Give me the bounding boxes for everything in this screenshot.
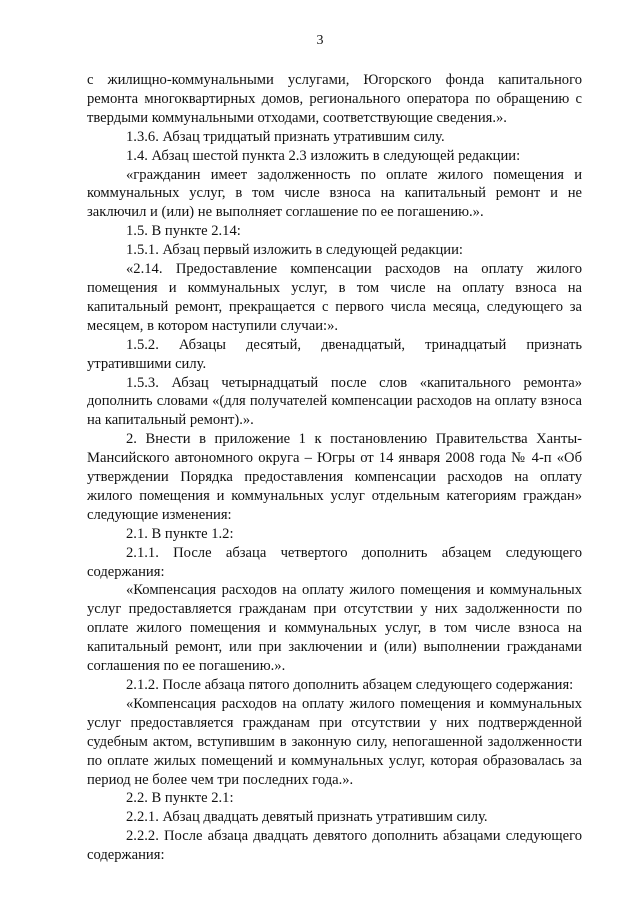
paragraph: 2.2. В пункте 2.1: xyxy=(126,790,234,807)
page-number: 3 xyxy=(316,33,324,48)
document-body xyxy=(87,71,582,865)
paragraph: 1.5.2. Абзацы десятый, двенадцатый, тринадцатый признать утратившими силу. xyxy=(87,336,582,372)
paragraph: «2.14. Предоставление компенсации расходов на оплату жилого помещения и коммунальных услуг, в том числе на оплату взноса на капитальный ремонт, прекращается с первого числа месяца, следующего за месяцем, в котором наступили случаи:». xyxy=(87,261,582,334)
paragraph: 2.1.1. После абзаца четвертого дополнить абзацем следующего содержания: xyxy=(87,544,582,580)
paragraph: 2.2.1. Абзац двадцать девятый признать утратившим силу. xyxy=(126,809,488,826)
paragraph: «гражданин имеет задолженность по оплате жилого помещения и коммунальных услуг, в том числе взноса на капитальный ремонт и не заключил и (или) не выполняет соглашение по ее погашению.». xyxy=(87,166,582,221)
paragraph: 2.1.2. После абзаца пятого дополнить абзацем следующего содержания: xyxy=(126,677,574,693)
paragraph: 1.4. Абзац шестой пункта 2.3 изложить в следующей редакции: xyxy=(126,147,521,164)
paragraph: 2. Внести в приложение 1 к постановлению Правительства Ханты-Мансийского автономного округа – Югры от 14 января 2008 года № 4-п «Об утверждении Порядка предоставления компенсации расходов на оплату жилого помещения и коммунальных услуг отдельным категориям граждан» следующие изменения: xyxy=(87,431,582,523)
paragraph: 1.5. В пункте 2.14: xyxy=(126,223,241,240)
paragraph: 1.5.1. Абзац первый изложить в следующей редакции: xyxy=(126,242,463,259)
paragraph: с жилищно-коммунальными услугами, Югорского фонда капитального ремонта многоквартирных домов, регионального оператора по обращению с твердыми коммунальными отходами, соответствующие сведения.». xyxy=(87,72,582,126)
paragraph: 2.1. В пункте 1.2: xyxy=(126,525,234,542)
paragraph: 1.3.6. Абзац тридцатый признать утратившим силу. xyxy=(126,128,445,145)
paragraph: 1.5.3. Абзац четырнадцатый после слов «капитального ремонта» дополнить словами «(для получателей компенсации расходов на оплату взноса на капитальный ремонт).». xyxy=(87,374,582,429)
paragraph: «Компенсация расходов на оплату жилого помещения и коммунальных услуг предоставляется гражданам при отсутствии у них подтвержденной судебным актом, вступившим в законную силу, непогашенной задолженности по оплате жилых помещений и коммунальных услуг, которая образовалась за период не более чем три последних года.». xyxy=(87,695,582,788)
paragraph: «Компенсация расходов на оплату жилого помещения и коммунальных услуг предоставляется гражданам при отсутствии у них задолженности по оплате жилого помещения и коммунальных услуг, в том числе взноса на капитальный ремонт, или при заключении и (или) выполнении гражданами соглашения по ее погашению.». xyxy=(87,582,582,675)
paragraph: 2.2.2. После абзаца двадцать девятого дополнить абзацами следующего содержания: xyxy=(87,828,582,864)
